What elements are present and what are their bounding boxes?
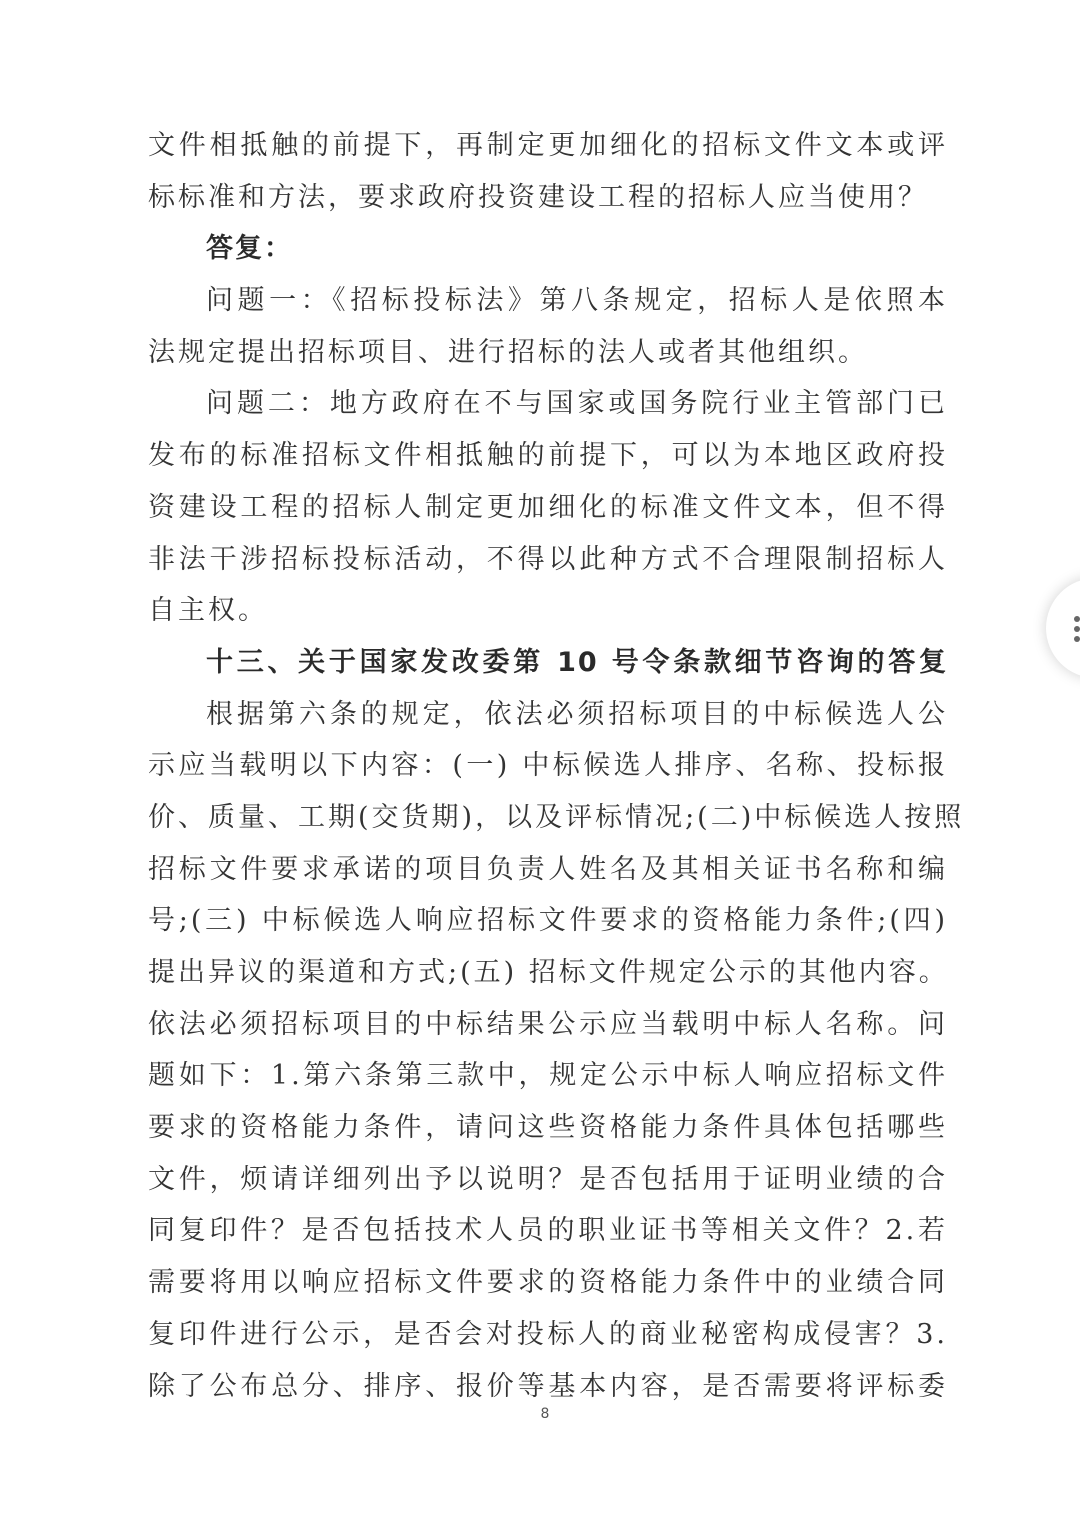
text-line: 需要将用以响应招标文件要求的资格能力条件中的业绩合同	[148, 1267, 948, 1299]
text-line: 文件相抵触的前提下，再制定更加细化的招标文件文本或评	[148, 130, 948, 161]
text-line: 招标文件要求承诺的项目负责人姓名及其相关证书名称和编	[148, 853, 948, 885]
text-line: 依法必须招标项目的中标结果公示应当载明中标人名称。问	[148, 1008, 948, 1040]
text-line: 价、质量、工期(交货期)，以及评标情况;(二)中标候选人按照	[148, 801, 965, 833]
text-line: 发布的标准招标文件相抵触的前提下，可以为本地区政府投	[148, 440, 948, 472]
text-line: 要求的资格能力条件，请问这些资格能力条件具体包括哪些	[148, 1112, 948, 1144]
text-line: 根据第六条的规定，依法必须招标项目的中标候选人公	[206, 698, 948, 730]
more-vertical-icon-dot-2	[1074, 626, 1080, 632]
text-line: 提出异议的渠道和方式;(五) 招标文件规定公示的其他内容。	[148, 957, 949, 988]
section-heading: 十三、关于国家发改委第 10 号令条款细节咨询的答复	[206, 646, 948, 678]
text-line: 示应当载明以下内容：(一) 中标候选人排序、名称、投标报	[148, 750, 948, 782]
text-line: 问题一：《招标投标法》第八条规定，招标人是依照本	[206, 285, 948, 317]
section-heading: 答复：	[206, 233, 293, 265]
text-line: 标标准和方法，要求政府投资建设工程的招标人应当使用？	[148, 181, 928, 213]
text-line: 非法干涉招标投标活动，不得以此种方式不合理限制招标人	[148, 543, 948, 575]
text-line: 自主权。	[148, 595, 268, 627]
page-number: 8	[540, 1406, 550, 1422]
more-vertical-icon-dot-3	[1074, 636, 1080, 642]
more-vertical-icon	[1074, 616, 1080, 622]
text-line: 复印件进行公示，是否会对投标人的商业秘密构成侵害？3.	[148, 1318, 948, 1350]
text-line: 问题二：地方政府在不与国家或国务院行业主管部门已	[206, 388, 948, 420]
more-options-button[interactable]	[1046, 578, 1080, 678]
text-line: 号;(三) 中标候选人响应招标文件要求的资格能力条件;(四)	[148, 905, 948, 937]
text-line: 资建设工程的招标人制定更加细化的标准文件文本，但不得	[148, 491, 948, 523]
document-page	[148, 120, 965, 1412]
text-line: 文件，烦请详细列出予以说明？是否包括用于证明业绩的合	[148, 1163, 948, 1195]
text-line: 法规定提出招标项目、进行招标的法人或者其他组织。	[148, 336, 868, 368]
text-line: 题如下：1.第六条第三款中，规定公示中标人响应招标文件	[148, 1060, 948, 1092]
text-line: 除了公布总分、排序、报价等基本内容，是否需要将评标委	[148, 1370, 948, 1402]
text-line: 同复印件？是否包括技术人员的职业证书等相关文件？2.若	[148, 1215, 948, 1247]
